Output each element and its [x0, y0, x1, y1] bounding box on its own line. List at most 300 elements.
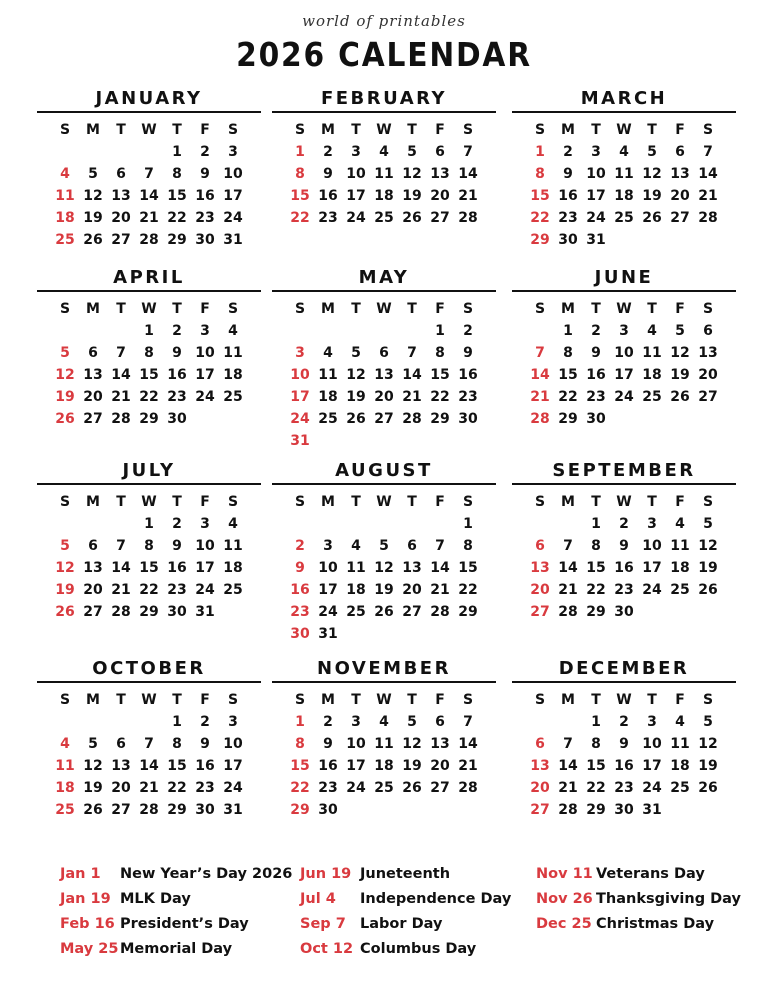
- month-name: OCTOBER: [37, 656, 261, 683]
- day-cell: 20: [402, 582, 422, 598]
- weekday-header: S: [534, 494, 546, 510]
- weekday-header: F: [675, 301, 685, 317]
- empty-cell: [79, 320, 107, 342]
- day-cell: 24: [195, 582, 215, 598]
- weekday-header: T: [116, 122, 126, 138]
- day-cell: 21: [139, 210, 159, 226]
- sunday-date: 8: [295, 166, 305, 182]
- day-cell: 13: [430, 166, 450, 182]
- day-cell: 22: [458, 582, 478, 598]
- weekday-header: W: [616, 301, 632, 317]
- weekday-header: S: [294, 692, 306, 708]
- weekday-header: S: [294, 494, 306, 510]
- day-cell: 24: [642, 780, 662, 796]
- day-cell: 22: [167, 210, 187, 226]
- day-cell: 1: [563, 323, 573, 339]
- weekday-header: W: [616, 494, 632, 510]
- weekday-header: M: [561, 301, 575, 317]
- sunday-date: 18: [55, 780, 75, 796]
- day-cell: 17: [223, 188, 243, 204]
- sunday-date: 4: [60, 166, 70, 182]
- day-cell: 10: [318, 560, 338, 576]
- day-cell: 25: [670, 780, 690, 796]
- day-cell: 7: [116, 345, 126, 361]
- day-cell: 30: [195, 232, 215, 248]
- day-cell: 6: [435, 144, 445, 160]
- weekday-header: M: [321, 494, 335, 510]
- day-cell: 31: [318, 626, 338, 642]
- sunday-date: 1: [535, 144, 545, 160]
- sunday-date: 5: [60, 345, 70, 361]
- day-cell: 12: [670, 345, 690, 361]
- weekday-header: T: [351, 122, 361, 138]
- weekday-header: S: [227, 692, 239, 708]
- day-cell: 25: [670, 582, 690, 598]
- empty-cell: [79, 141, 107, 163]
- month-april: [37, 265, 261, 430]
- weekday-header: T: [407, 301, 417, 317]
- day-cell: 24: [586, 210, 606, 226]
- day-cell: 4: [675, 516, 685, 532]
- day-cell: 7: [435, 538, 445, 554]
- day-cell: 3: [591, 144, 601, 160]
- holiday-row: [60, 887, 292, 912]
- day-cell: 13: [111, 758, 131, 774]
- day-cell: 28: [139, 232, 159, 248]
- day-cell: 29: [139, 411, 159, 427]
- day-cell: 21: [698, 188, 718, 204]
- empty-cell: [314, 320, 342, 342]
- holiday-name: New Year’s Day 2026: [120, 866, 293, 882]
- weekday-header: W: [376, 494, 392, 510]
- holiday-name: Juneteenth: [360, 866, 451, 882]
- day-grid: [37, 683, 261, 821]
- day-cell: 6: [116, 166, 126, 182]
- day-cell: 17: [346, 758, 366, 774]
- sunday-date: 15: [530, 188, 550, 204]
- day-cell: 28: [458, 210, 478, 226]
- day-cell: 19: [346, 389, 366, 405]
- empty-cell: [426, 513, 454, 535]
- day-cell: 18: [223, 560, 243, 576]
- day-cell: 11: [346, 560, 366, 576]
- sunday-date: 11: [55, 188, 75, 204]
- day-cell: 2: [619, 516, 629, 532]
- weekday-header: S: [294, 122, 306, 138]
- day-cell: 23: [318, 210, 338, 226]
- day-cell: 18: [346, 582, 366, 598]
- day-cell: 17: [642, 560, 662, 576]
- day-cell: 27: [430, 210, 450, 226]
- day-cell: 25: [374, 780, 394, 796]
- sunday-date: 22: [530, 210, 550, 226]
- day-cell: 26: [83, 802, 103, 818]
- day-cell: 10: [614, 345, 634, 361]
- empty-cell: [314, 513, 342, 535]
- sunday-date: 22: [290, 210, 310, 226]
- day-cell: 30: [167, 604, 187, 620]
- holiday-name: Christmas Day: [596, 916, 715, 932]
- day-cell: 7: [563, 736, 573, 752]
- weekday-header: W: [141, 494, 157, 510]
- weekday-header: T: [591, 122, 601, 138]
- weekday-header: S: [702, 301, 714, 317]
- day-cell: 28: [139, 802, 159, 818]
- weekday-header: W: [141, 692, 157, 708]
- day-cell: 25: [346, 604, 366, 620]
- day-cell: 16: [195, 758, 215, 774]
- day-cell: 3: [619, 323, 629, 339]
- weekday-header: S: [59, 692, 71, 708]
- day-cell: 7: [407, 345, 417, 361]
- day-cell: 1: [463, 516, 473, 532]
- brand-script: world of printables: [302, 12, 466, 30]
- day-cell: 31: [586, 232, 606, 248]
- holiday-row: [300, 912, 511, 937]
- day-cell: 24: [318, 604, 338, 620]
- empty-cell: [107, 711, 135, 733]
- month-december: [512, 656, 736, 821]
- day-cell: 13: [698, 345, 718, 361]
- day-cell: 23: [167, 389, 187, 405]
- day-cell: 11: [223, 345, 243, 361]
- day-cell: 18: [374, 188, 394, 204]
- day-cell: 8: [591, 538, 601, 554]
- day-cell: 15: [167, 758, 187, 774]
- sunday-date: 17: [290, 389, 310, 405]
- sunday-date: 22: [290, 780, 310, 796]
- weekday-header: T: [407, 692, 417, 708]
- day-cell: 4: [379, 144, 389, 160]
- day-cell: 24: [346, 210, 366, 226]
- day-cell: 27: [374, 411, 394, 427]
- day-cell: 11: [223, 538, 243, 554]
- empty-cell: [107, 513, 135, 535]
- day-cell: 22: [167, 780, 187, 796]
- day-cell: 2: [200, 144, 210, 160]
- day-cell: 5: [407, 714, 417, 730]
- day-cell: 23: [195, 210, 215, 226]
- day-grid: [37, 292, 261, 430]
- day-cell: 11: [374, 166, 394, 182]
- day-cell: 29: [139, 604, 159, 620]
- day-cell: 21: [558, 780, 578, 796]
- weekday-header: T: [116, 494, 126, 510]
- day-cell: 9: [563, 166, 573, 182]
- day-cell: 21: [139, 780, 159, 796]
- day-cell: 7: [144, 166, 154, 182]
- day-cell: 3: [200, 516, 210, 532]
- day-cell: 17: [614, 367, 634, 383]
- day-cell: 5: [675, 323, 685, 339]
- weekday-header: W: [616, 122, 632, 138]
- weekday-header: T: [351, 692, 361, 708]
- weekday-header: T: [591, 692, 601, 708]
- day-cell: 30: [195, 802, 215, 818]
- day-cell: 6: [675, 144, 685, 160]
- empty-cell: [554, 513, 582, 535]
- day-cell: 31: [223, 802, 243, 818]
- day-cell: 26: [374, 604, 394, 620]
- holiday-name: MLK Day: [120, 891, 191, 907]
- day-cell: 23: [167, 582, 187, 598]
- day-cell: 14: [458, 166, 478, 182]
- day-cell: 1: [591, 714, 601, 730]
- day-cell: 18: [318, 389, 338, 405]
- day-cell: 9: [619, 538, 629, 554]
- weekday-header: M: [321, 122, 335, 138]
- day-cell: 17: [318, 582, 338, 598]
- holiday-date: Oct 12: [300, 941, 354, 957]
- day-cell: 17: [195, 560, 215, 576]
- empty-cell: [398, 320, 426, 342]
- day-cell: 29: [167, 802, 187, 818]
- sunday-date: 19: [55, 582, 75, 598]
- day-cell: 23: [586, 389, 606, 405]
- day-cell: 17: [642, 758, 662, 774]
- day-cell: 27: [83, 604, 103, 620]
- holiday-date: Nov 11: [536, 866, 593, 882]
- sunday-date: 13: [530, 758, 550, 774]
- day-cell: 7: [116, 538, 126, 554]
- day-grid: [512, 113, 736, 251]
- weekday-header: S: [534, 122, 546, 138]
- day-cell: 19: [698, 758, 718, 774]
- day-cell: 12: [83, 188, 103, 204]
- day-cell: 4: [647, 323, 657, 339]
- empty-cell: [51, 711, 79, 733]
- day-cell: 16: [318, 758, 338, 774]
- day-cell: 27: [698, 389, 718, 405]
- month-name: JULY: [37, 458, 261, 485]
- day-cell: 2: [619, 714, 629, 730]
- day-grid: [37, 113, 261, 251]
- day-cell: 20: [111, 210, 131, 226]
- empty-cell: [342, 320, 370, 342]
- holiday-name: Independence Day: [360, 891, 512, 907]
- day-cell: 12: [374, 560, 394, 576]
- weekday-header: F: [200, 301, 210, 317]
- holiday-date: Feb 16: [60, 916, 115, 932]
- day-cell: 6: [88, 538, 98, 554]
- empty-cell: [286, 513, 314, 535]
- day-cell: 30: [614, 802, 634, 818]
- day-cell: 12: [642, 166, 662, 182]
- empty-cell: [51, 513, 79, 535]
- weekday-header: W: [376, 301, 392, 317]
- day-cell: 13: [111, 188, 131, 204]
- weekday-header: T: [116, 301, 126, 317]
- day-cell: 16: [458, 367, 478, 383]
- day-cell: 2: [323, 144, 333, 160]
- empty-cell: [526, 711, 554, 733]
- day-cell: 27: [83, 411, 103, 427]
- sunday-date: 16: [290, 582, 310, 598]
- day-cell: 30: [167, 411, 187, 427]
- weekday-header: M: [86, 692, 100, 708]
- day-cell: 13: [430, 736, 450, 752]
- day-cell: 4: [228, 516, 238, 532]
- day-cell: 27: [111, 802, 131, 818]
- day-cell: 21: [402, 389, 422, 405]
- day-cell: 31: [223, 232, 243, 248]
- day-cell: 9: [323, 166, 333, 182]
- weekday-header: M: [86, 122, 100, 138]
- day-cell: 8: [172, 166, 182, 182]
- weekday-header: S: [227, 494, 239, 510]
- day-cell: 14: [402, 367, 422, 383]
- day-cell: 14: [430, 560, 450, 576]
- holiday-row: [300, 862, 511, 887]
- holiday-date: Jan 1: [60, 866, 101, 882]
- weekday-header: T: [647, 494, 657, 510]
- weekday-header: S: [534, 301, 546, 317]
- day-cell: 25: [223, 389, 243, 405]
- sunday-date: 29: [290, 802, 310, 818]
- weekday-header: T: [591, 301, 601, 317]
- day-cell: 27: [111, 232, 131, 248]
- day-cell: 10: [195, 538, 215, 554]
- empty-cell: [526, 513, 554, 535]
- holiday-row: [60, 937, 292, 962]
- day-cell: 18: [374, 758, 394, 774]
- day-cell: 11: [642, 345, 662, 361]
- empty-cell: [286, 320, 314, 342]
- holiday-row: [300, 887, 511, 912]
- day-cell: 24: [195, 389, 215, 405]
- day-cell: 27: [402, 604, 422, 620]
- weekday-header: M: [321, 301, 335, 317]
- holiday-name: Labor Day: [360, 916, 443, 932]
- holiday-date: May 25: [60, 941, 119, 957]
- weekday-header: S: [59, 301, 71, 317]
- day-cell: 6: [379, 345, 389, 361]
- day-cell: 9: [591, 345, 601, 361]
- holiday-date: Jun 19: [300, 866, 352, 882]
- day-cell: 6: [407, 538, 417, 554]
- sunday-date: 18: [55, 210, 75, 226]
- day-cell: 14: [111, 367, 131, 383]
- day-cell: 10: [346, 166, 366, 182]
- holiday-date: Sep 7: [300, 916, 346, 932]
- day-cell: 3: [351, 144, 361, 160]
- day-cell: 21: [458, 188, 478, 204]
- weekday-header: F: [200, 494, 210, 510]
- month-july: [37, 458, 261, 623]
- month-august: [272, 458, 496, 645]
- day-cell: 30: [318, 802, 338, 818]
- day-cell: 20: [430, 758, 450, 774]
- day-cell: 26: [83, 232, 103, 248]
- day-cell: 21: [111, 582, 131, 598]
- day-cell: 12: [698, 538, 718, 554]
- weekday-header: T: [407, 122, 417, 138]
- day-cell: 14: [698, 166, 718, 182]
- holiday-row: [536, 887, 741, 912]
- holiday-name: President’s Day: [120, 916, 249, 932]
- sunday-date: 12: [55, 560, 75, 576]
- holiday-row: [300, 937, 511, 962]
- sunday-date: 29: [530, 232, 550, 248]
- day-cell: 30: [586, 411, 606, 427]
- day-cell: 1: [435, 323, 445, 339]
- holiday-date: Nov 26: [536, 891, 593, 907]
- day-cell: 16: [614, 560, 634, 576]
- day-cell: 20: [430, 188, 450, 204]
- holiday-date: Jul 4: [300, 891, 336, 907]
- day-cell: 5: [88, 166, 98, 182]
- day-cell: 10: [346, 736, 366, 752]
- month-september: [512, 458, 736, 623]
- empty-cell: [370, 513, 398, 535]
- holiday-column: [536, 862, 741, 937]
- day-cell: 4: [228, 323, 238, 339]
- sunday-date: 31: [290, 433, 310, 449]
- weekday-header: T: [591, 494, 601, 510]
- day-grid: [512, 683, 736, 821]
- day-cell: 4: [379, 714, 389, 730]
- weekday-header: S: [462, 122, 474, 138]
- weekday-header: S: [59, 494, 71, 510]
- day-cell: 26: [346, 411, 366, 427]
- day-cell: 28: [402, 411, 422, 427]
- day-grid: [272, 485, 496, 645]
- day-cell: 3: [351, 714, 361, 730]
- day-cell: 8: [144, 345, 154, 361]
- day-cell: 13: [374, 367, 394, 383]
- weekday-header: S: [702, 122, 714, 138]
- day-cell: 15: [586, 560, 606, 576]
- day-cell: 18: [670, 758, 690, 774]
- day-cell: 4: [351, 538, 361, 554]
- weekday-header: S: [462, 301, 474, 317]
- day-cell: 20: [670, 188, 690, 204]
- day-cell: 7: [563, 538, 573, 554]
- empty-cell: [526, 320, 554, 342]
- day-cell: 8: [463, 538, 473, 554]
- weekday-header: S: [702, 692, 714, 708]
- day-cell: 3: [323, 538, 333, 554]
- day-cell: 2: [323, 714, 333, 730]
- day-cell: 20: [111, 780, 131, 796]
- sunday-date: 23: [290, 604, 310, 620]
- day-cell: 22: [558, 389, 578, 405]
- month-name: SEPTEMBER: [512, 458, 736, 485]
- day-cell: 20: [374, 389, 394, 405]
- sunday-date: 6: [535, 538, 545, 554]
- day-cell: 26: [402, 210, 422, 226]
- empty-cell: [107, 141, 135, 163]
- weekday-header: F: [675, 692, 685, 708]
- sunday-date: 2: [295, 538, 305, 554]
- day-cell: 26: [698, 582, 718, 598]
- day-cell: 8: [144, 538, 154, 554]
- day-cell: 8: [591, 736, 601, 752]
- month-name: MAY: [272, 265, 496, 292]
- sunday-date: 25: [55, 802, 75, 818]
- day-cell: 29: [558, 411, 578, 427]
- weekday-header: M: [86, 301, 100, 317]
- weekday-header: W: [141, 301, 157, 317]
- weekday-header: S: [534, 692, 546, 708]
- day-cell: 25: [642, 389, 662, 405]
- month-name: NOVEMBER: [272, 656, 496, 683]
- day-cell: 28: [558, 604, 578, 620]
- sunday-date: 19: [55, 389, 75, 405]
- day-cell: 11: [670, 736, 690, 752]
- day-cell: 10: [642, 538, 662, 554]
- day-cell: 9: [619, 736, 629, 752]
